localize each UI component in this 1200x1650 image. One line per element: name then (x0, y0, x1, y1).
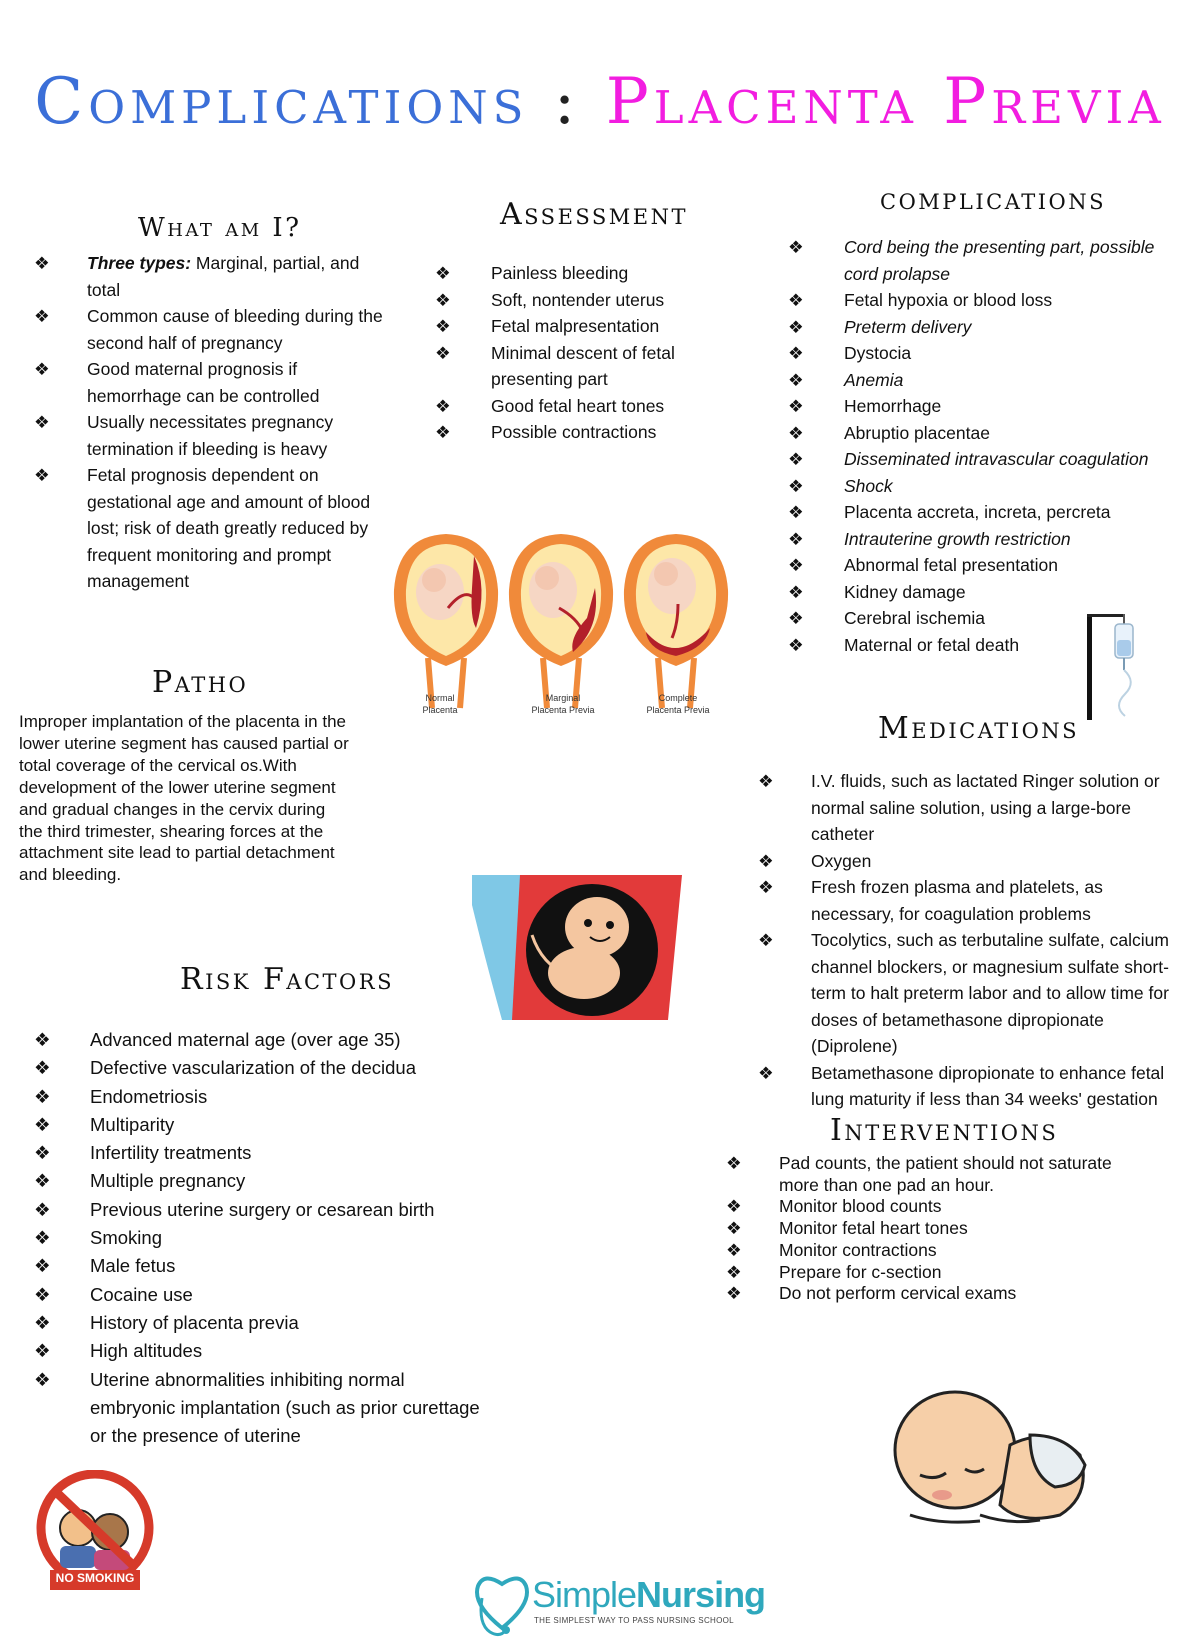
list-item (435, 340, 715, 393)
list-item (758, 927, 1183, 1060)
bullet-icon: ❖ (788, 608, 804, 628)
bullet-icon: ❖ (788, 581, 804, 602)
bullet-icon: ❖ (34, 1198, 51, 1220)
item-text: Cocaine use (90, 1283, 193, 1305)
bullet-icon: ❖ (34, 1283, 51, 1305)
bullet-icon: ❖ (788, 316, 804, 337)
item-text: Anemia (844, 369, 904, 390)
list-item (34, 1054, 494, 1082)
list-item (34, 1167, 494, 1195)
item-text: Advanced maternal age (over age 35) (90, 1029, 401, 1050)
list-item (726, 1240, 1156, 1262)
item-text: Dystocia (844, 343, 912, 363)
item-text: Common cause of bleeding during the second half of pregnancy (87, 306, 383, 353)
list-item (758, 874, 1183, 927)
bullet-icon: ❖ (435, 342, 451, 363)
item-text: Cord being the presenting part, possible cord prolapse (844, 237, 1155, 284)
bullet-icon: ❖ (34, 1311, 51, 1333)
assessment-heading: Assessment (500, 197, 689, 232)
normal-placenta-uterus (394, 534, 498, 708)
item-text: Abnormal fetal presentation (844, 555, 1059, 575)
list-item (788, 552, 1183, 579)
item-text: Maternal or fetal death (844, 634, 1020, 655)
bullet-icon: ❖ (788, 449, 804, 469)
item-text: Preterm delivery (844, 316, 972, 337)
item-text: Infertility treatments (90, 1142, 252, 1164)
patho-heading: Patho (152, 665, 249, 700)
bullet-icon: ❖ (34, 465, 50, 485)
bullet-icon: ❖ (34, 1170, 51, 1192)
bullet-icon: ❖ (435, 316, 451, 336)
item-text: Minimal descent of fetal presenting part (491, 342, 675, 389)
bullet-icon: ❖ (788, 369, 804, 390)
list-item (788, 314, 1183, 341)
list-item (435, 393, 715, 420)
bullet-icon: ❖ (788, 528, 804, 549)
stethoscope-heart-icon (470, 1568, 534, 1640)
complete-placenta-uterus (624, 534, 728, 708)
no-smoking-label: NO SMOKING (55, 1571, 135, 1585)
iv-bag-icon (1085, 612, 1145, 722)
bullet-icon: ❖ (34, 1368, 51, 1390)
list-item (34, 1026, 494, 1054)
list-item (788, 579, 1183, 606)
list-item (34, 250, 384, 303)
list-item (788, 287, 1183, 314)
bullet-icon: ❖ (758, 850, 774, 871)
bullet-icon: ❖ (34, 306, 50, 326)
label-line: Complete (658, 693, 698, 703)
bullet-icon: ❖ (788, 396, 804, 416)
item-text: Disseminated intravascular coagulation (844, 449, 1149, 469)
bullet-icon: ❖ (726, 1261, 742, 1282)
item-text: Placenta accreta, increta, percreta (844, 502, 1111, 522)
bullet-icon: ❖ (758, 930, 774, 950)
page-title (0, 62, 1200, 142)
complications-list (788, 234, 1183, 658)
bullet-icon: ❖ (788, 475, 804, 496)
bullet-icon: ❖ (34, 1142, 51, 1164)
item-text: Painless bleeding (491, 263, 629, 283)
list-item (34, 1224, 494, 1252)
logo-wordmark (532, 1574, 765, 1616)
bullet-icon: ❖ (34, 1113, 51, 1135)
label-line: Normal (425, 693, 455, 703)
bullet-icon: ❖ (788, 634, 804, 655)
bullet-icon: ❖ (34, 1029, 51, 1050)
simplenursing-logo (470, 1568, 770, 1643)
bullet-icon: ❖ (726, 1196, 742, 1217)
item-text: Endometriosis (90, 1085, 208, 1107)
list-item (788, 473, 1183, 500)
list-item (34, 1366, 494, 1451)
list-item (788, 499, 1183, 526)
item-text: Prepare for c-section (779, 1261, 942, 1282)
bullet-icon: ❖ (34, 1227, 51, 1249)
fetus-illustration (472, 875, 682, 1020)
list-item (34, 1252, 494, 1280)
list-item (34, 1139, 494, 1167)
patho-text: Improper implantation of the placenta in the lower uterine segment has caused partial or total coverage of the cervical os.With development of the lower uterine segment and gradual changes in the cervix during the third trimester, shearing forces at the attachment site lead to partial detachment and bleeding. (19, 712, 349, 885)
list-item (788, 234, 1183, 287)
bullet-icon: ❖ (758, 877, 774, 897)
bullet-icon: ❖ (788, 290, 804, 310)
bullet-icon: ❖ (34, 1255, 51, 1277)
logo-simple: Simple (532, 1574, 637, 1615)
bullet-icon: ❖ (788, 502, 804, 522)
bullet-icon: ❖ (726, 1218, 742, 1239)
bullet-icon: ❖ (788, 237, 804, 257)
list-item (34, 1196, 494, 1224)
item-text: Defective vascularization of the decidua (90, 1057, 416, 1079)
list-item (34, 356, 384, 409)
bullet-icon: ❖ (34, 1340, 51, 1362)
complications-heading: complications (880, 182, 1107, 217)
bullet-icon: ❖ (726, 1153, 742, 1173)
item-text: Hemorrhage (844, 396, 942, 416)
assessment-list (435, 260, 715, 446)
bullet-icon: ❖ (34, 1085, 51, 1107)
list-item (34, 409, 384, 462)
item-text: Do not perform cervical exams (779, 1283, 1017, 1304)
list-item (34, 462, 384, 595)
list-item (788, 367, 1183, 394)
list-item (435, 419, 715, 446)
list-item (788, 446, 1183, 473)
list-item (34, 1309, 494, 1337)
bullet-icon: ❖ (726, 1283, 742, 1304)
medications-heading: Medications (878, 711, 1080, 746)
item-text: Abruptio placentae (844, 422, 990, 443)
bullet-icon: ❖ (758, 1062, 774, 1083)
bullet-icon: ❖ (435, 263, 451, 283)
list-item (788, 340, 1183, 367)
item-text: Multiparity (90, 1113, 175, 1135)
item-text: Fresh frozen plasma and platelets, as necessary, for coagulation problems (811, 877, 1103, 924)
item-text: Tocolytics, such as terbutaline sulfate, calcium channel blockers, or magnesium sulfate short-term to halt preterm labor and to allow time for doses of betamethasone dipropionate (Diprolene) (811, 930, 1169, 1056)
list-item (726, 1218, 1156, 1240)
item-text: High altitudes (90, 1340, 203, 1362)
item-text: Multiple pregnancy (90, 1170, 246, 1192)
label-line: Placenta Previa (531, 705, 595, 715)
item-text: Monitor blood counts (779, 1196, 942, 1217)
item-text: Soft, nontender uterus (491, 289, 665, 310)
item-text: Good fetal heart tones (491, 395, 665, 416)
item-text: Monitor fetal heart tones (779, 1218, 968, 1239)
bullet-icon: ❖ (788, 555, 804, 575)
item-text: Uterine abnormalities inhibiting normal embryonic implantation (such as prior curettage or the presence of uterine (90, 1368, 480, 1447)
list-item (726, 1196, 1156, 1218)
list-item (726, 1283, 1156, 1305)
what-am-i-heading: What am I? (138, 213, 302, 243)
item-text: Previous uterine surgery or cesarean birth (90, 1198, 435, 1220)
bullet-icon: ❖ (34, 359, 50, 379)
label-line: Marginal (545, 693, 581, 703)
item-text: Smoking (90, 1227, 162, 1249)
item-text: Intrauterine growth restriction (844, 528, 1071, 549)
item-text: I.V. fluids, such as lactated Ringer solution or normal saline solution, using a large-bore catheter (811, 771, 1160, 844)
item-text: Fetal prognosis dependent on gestational age and amount of blood lost; risk of death greatly reduced by frequent monitoring and prompt management (87, 465, 371, 591)
title-separator: : (553, 65, 581, 139)
item-text: Oxygen (811, 850, 872, 871)
logo-tagline: THE SIMPLEST WAY TO PASS NURSING SCHOOL (534, 1616, 734, 1625)
bullet-icon: ❖ (34, 1057, 51, 1079)
item-text: Fetal hypoxia or blood loss (844, 290, 1053, 310)
item-text: Good maternal prognosis if hemorrhage can be controlled (87, 359, 320, 406)
title-part-2: Placenta Previa (605, 65, 1166, 139)
marginal-placenta-uterus (509, 534, 613, 708)
what-am-i-list (34, 250, 384, 595)
bullet-icon: ❖ (435, 289, 451, 310)
bullet-icon: ❖ (758, 771, 774, 791)
interventions-heading: Interventions (830, 1113, 1059, 1148)
label-line: Placenta Previa (646, 705, 710, 715)
baby-illustration (880, 1375, 1100, 1535)
interventions-list (726, 1153, 1156, 1305)
bullet-icon: ❖ (726, 1239, 742, 1260)
item-text: History of placenta previa (90, 1311, 299, 1333)
list-item (758, 848, 1183, 875)
item-bold: Three types: (87, 253, 192, 273)
list-item (758, 768, 1183, 848)
placenta-previa-figure (388, 528, 733, 718)
list-item (34, 1083, 494, 1111)
list-item (34, 1281, 494, 1309)
list-item (435, 287, 715, 314)
risk-factors-heading: Risk Factors (180, 962, 394, 997)
list-item (726, 1153, 1156, 1196)
bullet-icon: ❖ (788, 422, 804, 443)
item-text: Fetal malpresentation (491, 316, 660, 336)
bullet-icon: ❖ (788, 343, 804, 363)
figure-label-complete (623, 692, 733, 716)
item-text: Kidney damage (844, 581, 966, 602)
list-item (34, 1337, 494, 1365)
bullet-icon: ❖ (435, 422, 451, 442)
item-text: Male fetus (90, 1255, 176, 1277)
bullet-icon: ❖ (34, 412, 50, 432)
list-item (788, 420, 1183, 447)
item-text: Pad counts, the patient should not saturate more than one pad an hour. (779, 1153, 1112, 1195)
item-text: Betamethasone dipropionate to enhance fetal lung maturity if less than 34 weeks' gestation (811, 1062, 1165, 1109)
item-text: Marginal, partial, and total (87, 253, 360, 300)
item-text: Monitor contractions (779, 1239, 937, 1260)
list-item (34, 1111, 494, 1139)
list-item (788, 393, 1183, 420)
item-text: Shock (844, 475, 893, 496)
item-text: Possible contractions (491, 422, 657, 442)
item-text: Cerebral ischemia (844, 608, 986, 628)
list-item (788, 526, 1183, 553)
list-item (758, 1060, 1183, 1113)
figure-label-normal (400, 692, 480, 716)
list-item (34, 303, 384, 356)
bullet-icon: ❖ (34, 253, 50, 273)
medications-list (758, 768, 1183, 1113)
logo-nursing: Nursing (636, 1574, 766, 1615)
bullet-icon: ❖ (435, 395, 451, 416)
item-text: Usually necessitates pregnancy termination if bleeding is heavy (87, 412, 334, 459)
title-part-1: Complications (34, 65, 529, 139)
list-item (726, 1262, 1156, 1284)
list-item (435, 313, 715, 340)
figure-label-marginal (508, 692, 618, 716)
label-line: Placenta (422, 705, 458, 715)
risk-factors-list (34, 1026, 494, 1450)
list-item (435, 260, 715, 287)
